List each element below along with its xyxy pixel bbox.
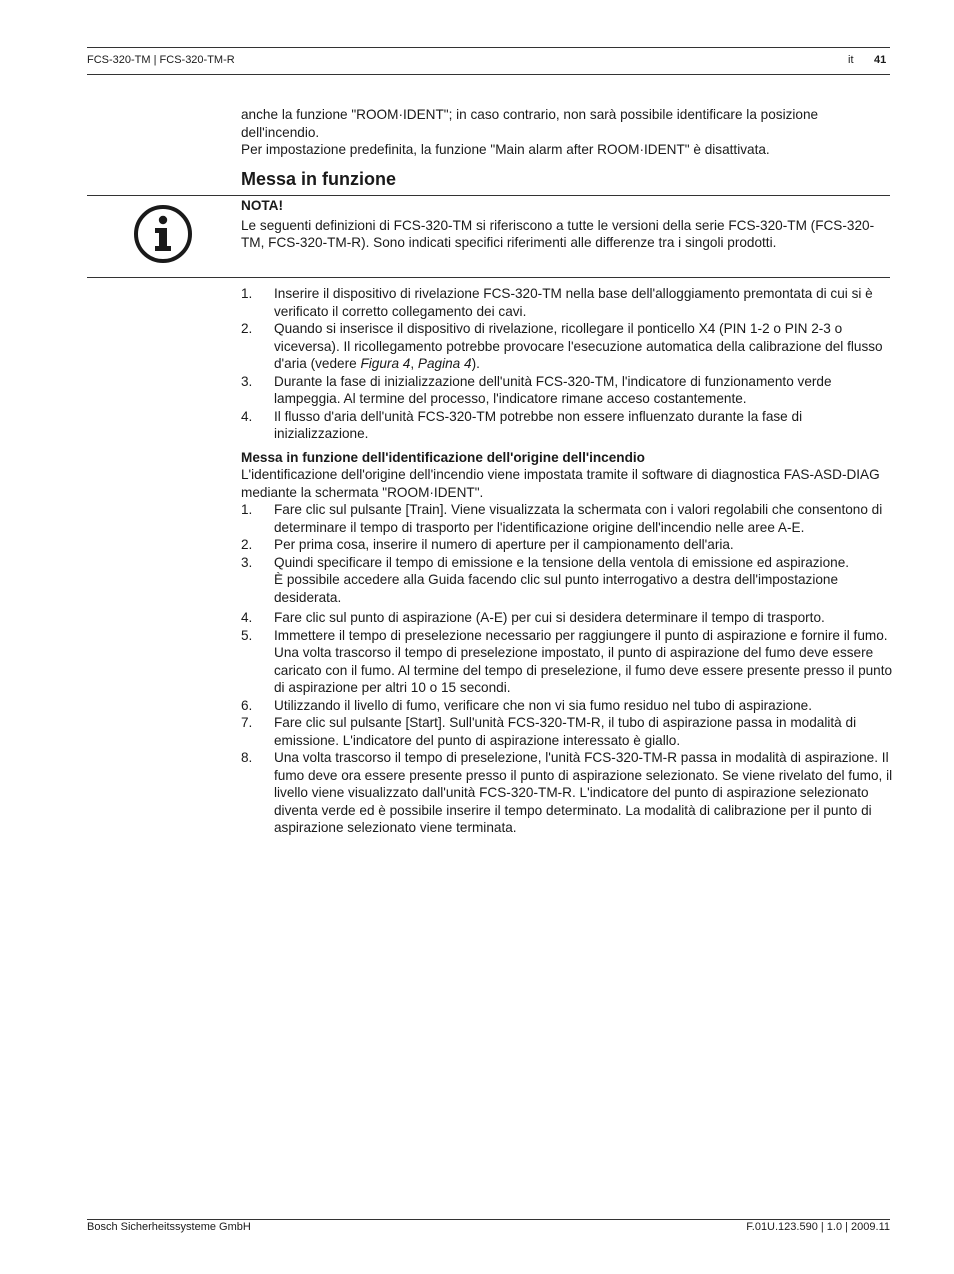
step-number: 3. [241,373,253,389]
header-bottom-rule [87,74,890,75]
note-box [241,197,893,252]
list-item [241,749,893,837]
header-product: FCS-320-TM | FCS-320-TM-R [87,54,235,66]
step-text: Fare clic sul pulsante [Train]. Viene visualizzata la schermata con i valori regolabili che consentono di determinare il tempo di trasporto per l'identificazione origine dell'incendio nelle aree A-E. [274,502,883,535]
step-text: Durante la fase di inizializzazione dell'unità FCS-320-TM, l'indicatore di funzionamento verde lampeggia. Al termine del processo, l'indicatore rimane acceso costantemente. [274,373,832,406]
list-item [241,320,893,373]
steps-list-1 [241,285,893,443]
list-item [241,373,893,408]
page-reference-link[interactable]: Pagina 4 [417,356,472,371]
step-text-part: Quindi specificare il tempo di emissione e la tensione della ventola di emissione ed aspirazione. [274,554,850,570]
step-number: 4. [241,408,253,424]
step-number: 7. [241,715,253,730]
step-text [274,554,893,607]
step-number: 8. [241,750,253,765]
step-number: 2. [241,321,253,336]
step-text: Il flusso d'aria dell'unità FCS-320-TM potrebbe non essere influenzato durante la fase di inizializzazione. [274,408,803,441]
header-top-rule [87,47,890,48]
list-item [241,714,893,749]
footer-rule [87,1219,890,1220]
step-text: Inserire il dispositivo di rivelazione FCS-320-TM nella base dell'alloggiamento premontata di cui si è verificato il corretto collegamento dei cavi. [274,286,873,319]
list-item [241,697,893,715]
intro-line-1: anche la funzione "ROOM·IDENT"; in caso contrario, non sarà possibile identificare la posizione dell'incendio. [241,107,819,140]
footer-company: Bosch Sicherheitssysteme GmbH [87,1221,251,1233]
main-steps [241,285,893,837]
step-number: 3. [241,554,253,570]
step-number: 5. [241,627,253,643]
note-label: NOTA! [241,198,284,213]
step-text [274,320,893,373]
step-number: 4. [241,610,253,625]
step-extra-note: È possibile accedere alla Guida facendo clic sul punto interrogativo a destra dell'impostazione desiderata. [274,572,839,605]
header-lang: it [848,54,854,66]
list-item [241,554,893,607]
step-text-separator: , [410,356,418,371]
step-text: Utilizzando il livello di fumo, verificare che non vi sia fumo residuo nel tubo di aspirazione. [274,697,812,713]
step-text: Per prima cosa, inserire il numero di aperture per il campionamento dell'aria. [274,537,734,552]
info-icon [133,204,193,264]
list-item [241,609,893,627]
footer-docref: F.01U.123.590 | 1.0 | 2009.11 [746,1221,890,1233]
section-title: Messa in funzione [241,169,397,189]
step-text: Fare clic sul punto di aspirazione (A-E) per cui si desidera determinare il tempo di trasporto. [274,610,825,625]
header-page-number: 41 [874,54,887,66]
step-number: 2. [241,537,253,552]
steps-list-2 [241,501,893,606]
step-text-part: Quando si inserisce il dispositivo di rivelazione, ricollegare il ponticello X4 (PIN 1-2 o PIN 2-3 o viceversa). Il ricollegamento potrebbe provocare l'esecuzione automatica della calibrazione del flusso d'aria (vedere [274,321,883,371]
step-text: Immettere il tempo di preselezione necessario per raggiungere il punto di aspirazione e fornire il fumo. Una volta trascorso il tempo di preselezione impostato, il punto di aspirazione del fumo deve essere caricato con il fumo. Al termine del tempo di preselezione, il fumo deve essere presente presso il punto di aspirazione per altri 10 o 15 secondi. [274,627,893,695]
step-text: Una volta trascorso il tempo di preselezione, l'unità FCS-320-TM-R passa in modalità di aspirazione. Il fumo deve ora essere presente presso il punto di aspirazione selezionato. Se viene rivelato del fumo, il livello viene visualizzato dall'unità FCS-320-TM-R. L'indicatore del punto di aspirazione selezionato diventa verde ed è possibile inserire il tempo determinato. La modalità di calibrazione per il punto di aspirazione selezionato viene terminata. [274,750,893,835]
subsection-title: Messa in funzione dell'identificazione dell'origine dell'incendio [241,449,645,465]
note-top-rule [87,195,890,196]
step-number: 6. [241,697,253,713]
list-item [241,501,893,536]
note-text: Le seguenti definizioni di FCS-320-TM si riferiscono a tutte le versioni della serie FCS-320-TM (FCS-320-TM, FCS-320-TM-R). Sono indicati specifici riferimenti alle differenze tra i singoli prodotti. [241,217,875,250]
steps-list-2-cont [241,609,893,837]
intro-line-2: Per impostazione predefinita, la funzione "Main alarm after ROOM·IDENT" è disattivata. [241,142,770,157]
list-item [241,408,893,443]
step-number: 1. [241,286,253,301]
step-text-part: ). [471,356,480,371]
note-bottom-rule [87,277,890,278]
subsection-intro: L'identificazione dell'origine dell'incendio viene impostata tramite il software di diagnostica FAS-ASD-DIAG mediante la schermata "ROOM·IDENT". [241,467,880,500]
list-item [241,536,893,554]
figure-reference-link[interactable]: Figura 4 [360,356,411,371]
list-item [241,285,893,320]
intro-paragraph [241,106,893,159]
list-item [241,627,893,697]
step-text: Fare clic sul pulsante [Start]. Sull'unità FCS-320-TM-R, il tubo di aspirazione passa in modalità di emissione. L'indicatore del punto di aspirazione interessato è giallo. [274,715,857,748]
step-number: 1. [241,502,253,517]
